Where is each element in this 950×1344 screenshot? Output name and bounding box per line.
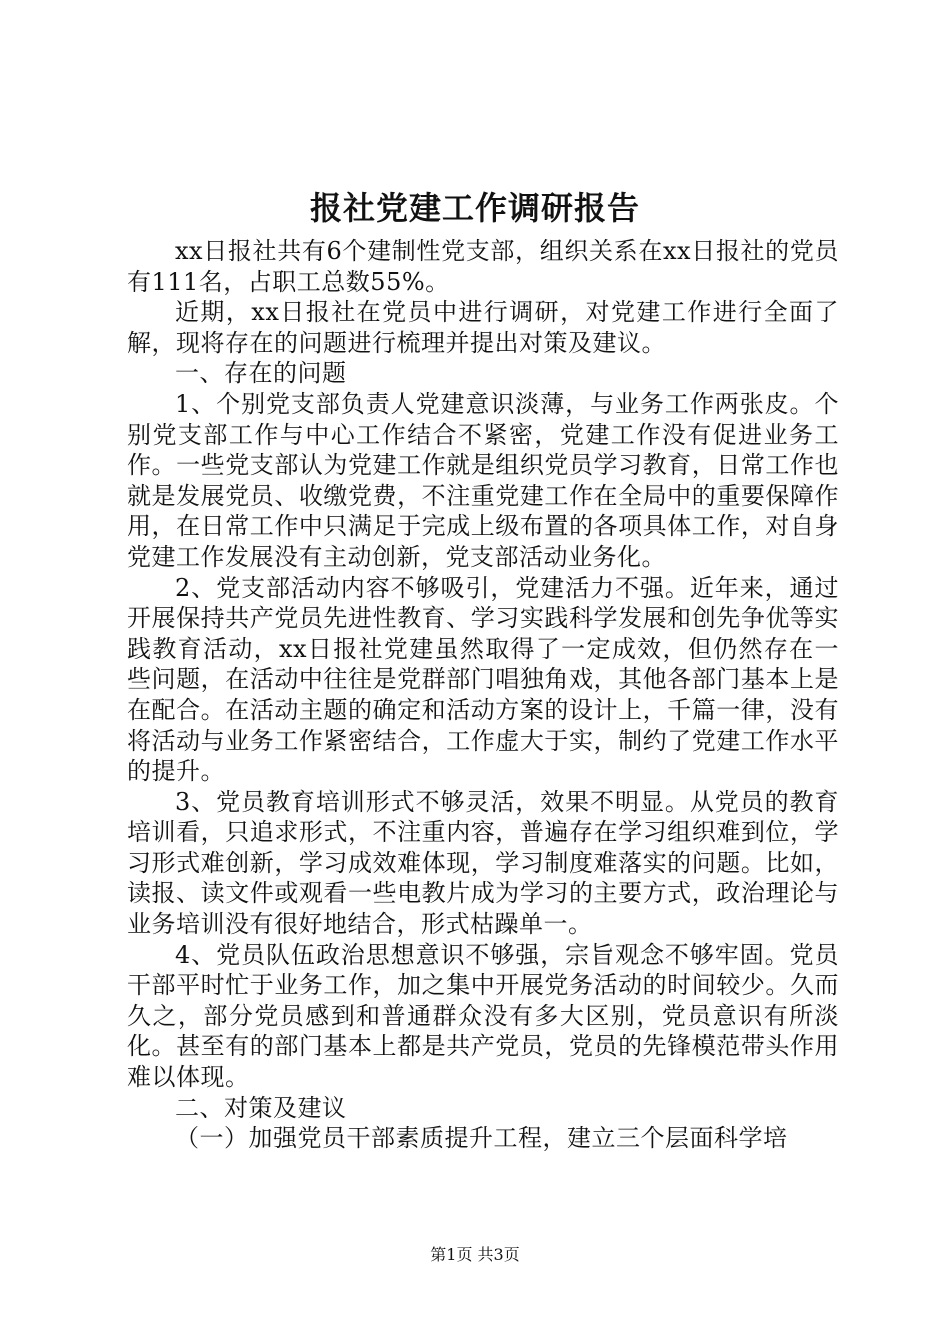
paragraph-problem-2: 2、党支部活动内容不够吸引，党建活力不强。近年来，通过开展保持共产党员先进性教育、学习实践科学发展和创先争优等实践教育活动，xx日报社党建虽然取得了一定成效，但仍然存在一些问题，在活动中往往是党群部门唱独角戏，其他各部门基本上是在配合。在活动主题的确定和活动方案的设计上，千篇一律，没有将活动与业务工作紧密结合，工作虚大于实，制约了党建工作水平的提升。 [127,573,839,786]
page-footer: 第1页 共3页 [430,1245,520,1264]
document-title: 报社党建工作调研报告 [309,189,640,227]
paragraph-intro: xx日报社共有6个建制性党支部，组织关系在xx日报社的党员有111名，占职工总数55%。 [127,237,839,296]
paragraph-suggestion-1: （一）加强党员干部素质提升工程，建立三个层面科学培 [175,1124,788,1153]
paragraph-overview: 近期，xx日报社在党员中进行调研，对党建工作进行全面了解，现将存在的问题进行梳理并提出对策及建议。 [127,298,839,357]
paragraph-problem-3: 3、党员教育培训形式不够灵活，效果不明显。从党员的教育培训看，只追求形式，不注重内容，普遍存在学习组织难到位，学习形式难创新，学习成效难体现，学习制度难落实的问题。比如，读报、读文件或观看一些电教片成为学习的主要方式，政治理论与业务培训没有很好地结合，形式枯躁单一。 [127,787,839,939]
paragraph-problem-4: 4、党员队伍政治思想意识不够强，宗旨观念不够牢固。党员干部平时忙于业务工作，加之集中开展党务活动的时间较少。久而久之，部分党员感到和普通群众没有多大区别，党员意识有所淡化。甚至有的部门基本上都是共产党员，党员的先锋模范带头作用难以体现。 [127,940,839,1092]
section-heading-problems: 一、存在的问题 [175,359,347,388]
section-heading-suggestions: 二、对策及建议 [175,1093,347,1122]
document-body [127,236,839,1154]
paragraph-problem-1: 1、个别党支部负责人党建意识淡薄，与业务工作两张皮。个别党支部工作与中心工作结合不紧密，党建工作没有促进业务工作。一些党支部认为党建工作就是组织党员学习教育，日常工作也就是发展党员、收缴党费，不注重党建工作在全局中的重要保障作用，在日常工作中只满足于完成上级布置的各项具体工作，对自身党建工作发展没有主动创新，党支部活动业务化。 [127,389,839,571]
